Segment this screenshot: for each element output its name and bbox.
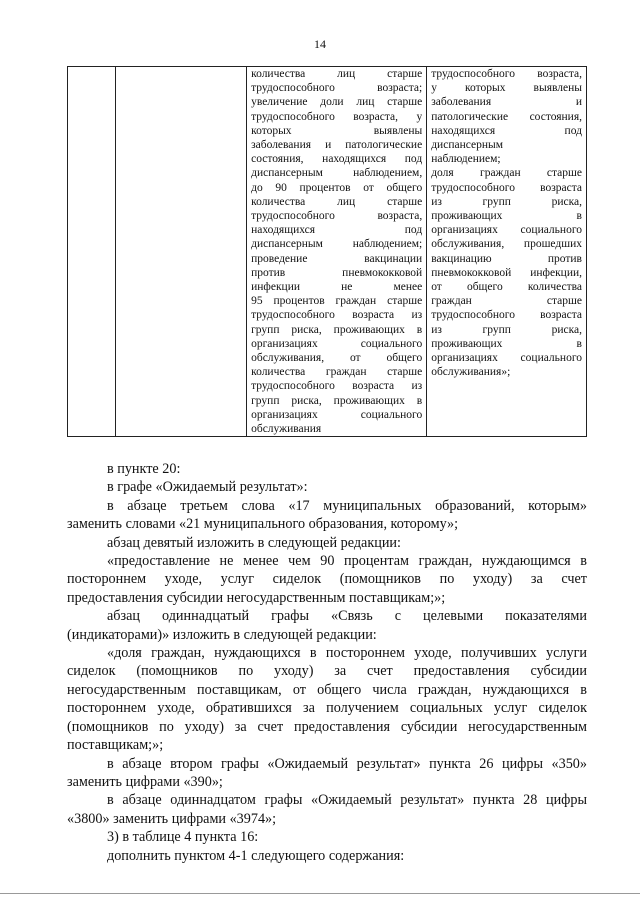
cell-text-line: наблюдением; (431, 153, 501, 166)
cell-text-line: организациях социального (251, 337, 423, 350)
cell-text-line: диспансерным наблюдением, (251, 167, 423, 180)
cell-text-line: вакцинацию против (431, 252, 582, 265)
paragraph: в пункте 20: (107, 461, 181, 477)
document-body (67, 460, 587, 865)
cell-text-line: трудоспособного возраста; (251, 82, 423, 95)
cell-text-line: обслуживания (251, 423, 322, 436)
paragraph: сиделок (помощников по уходу) за счет предоставления субсидии (67, 663, 587, 680)
paragraph: в абзаце одиннадцатом графы «Ожидаемый результат» пункта 28 цифры (107, 792, 587, 809)
cell-text-line: трудоспособного возраста из (251, 380, 423, 393)
cell-text-line: против пневмококковой (251, 266, 423, 279)
cell-text-line: трудоспособного возраста, (251, 210, 423, 223)
paragraph: в графе «Ожидаемый результат»: (107, 479, 308, 496)
paragraph: абзац одиннадцатый графы «Связь с целевыми показателями (107, 608, 587, 625)
cell-text-line: диспансерным наблюдением; (251, 238, 423, 251)
paragraph: предоставления субсидии негосударственным поставщикам;»; (67, 589, 446, 606)
table-cell-expected-result (247, 67, 427, 437)
paragraph: дополнить пунктом 4-1 следующего содержания: (107, 847, 405, 864)
cell-text-line: патологические состояния, (431, 110, 582, 123)
paragraph: заменить цифрами «390»; (67, 773, 223, 790)
cell-text-line: находящихся под (251, 224, 423, 237)
cell-text-line: трудоспособного возраста (431, 309, 582, 322)
cell-text-line: трудоспособного возраста (431, 181, 582, 194)
table-cell-indicators (427, 67, 587, 437)
table-cell-empty (115, 67, 246, 437)
cell-text-line: 95 процентов граждан старше (251, 295, 423, 308)
paragraph: абзац девятый изложить в следующей редакции: (107, 534, 401, 551)
paragraph: поставщикам;»; (67, 737, 164, 754)
cell-text-line: состояния, находящихся под (251, 153, 423, 166)
table-cell-empty (68, 67, 116, 437)
cell-text-line: организациях социального (431, 224, 582, 237)
paragraph: постороннем уходе, услуг сиделок (помощников по уходу) за счет (67, 571, 587, 588)
cell-text-line: граждан старше (431, 295, 582, 308)
paragraph: (помощников по уходу) за счет предоставления субсидии негосударственным (67, 718, 587, 735)
cell-text-line: обслуживания, от общего (251, 352, 423, 365)
cell-text-line: проживающих в (431, 337, 582, 350)
cell-text-line: до 90 процентов от общего (251, 181, 423, 194)
cell-text-line: из групп риска, (431, 323, 582, 336)
cell-text-line: пневмококковой инфекции, (431, 266, 582, 279)
paragraph: негосударственным поставщикам, от общего числа граждан, нуждающихся в (67, 681, 587, 698)
cell-text-line: инфекции не менее (251, 281, 423, 294)
paragraph: 3) в таблице 4 пункта 16: (107, 829, 259, 846)
paragraph: (индикаторами)» изложить в следующей редакции: (67, 626, 377, 643)
paragraph: заменить словами «21 муниципального образования, которому»; (67, 516, 459, 533)
cell-text-line: количества лиц старше (251, 68, 423, 80)
cell-text-line: групп риска, проживающих в (251, 323, 423, 336)
cell-text-line: групп риска, проживающих в (251, 394, 423, 407)
cell-text-line: увеличение доли лиц старше (251, 96, 423, 109)
cell-text-line: количества лиц старше (251, 195, 423, 208)
cell-text-line: трудоспособного возраста, (431, 68, 582, 80)
cell-text-line: проживающих в (431, 210, 582, 223)
paragraph: в абзаце втором графы «Ожидаемый результат» пункта 26 цифры «350» (107, 755, 587, 772)
paragraph: в абзаце третьем слова «17 муниципальных образований, которым» (107, 497, 587, 514)
cell-text-line: доля граждан старше (431, 167, 582, 180)
cell-text-line: диспансерным (431, 139, 503, 152)
cell-text-line: обслуживания»; (431, 366, 511, 379)
paragraph: «3800» заменить цифрами «3974»; (67, 810, 277, 827)
cell-text-line: у которых выявлены (431, 82, 582, 95)
cell-text-line: от общего количества (431, 281, 582, 294)
paragraph: постороннем уходе, обратившихся за получением социальных услуг сиделок (67, 700, 587, 717)
page-number: 14 (314, 37, 326, 51)
paragraph: «предоставление не менее чем 90 процентам граждан, нуждающимся в (107, 553, 587, 570)
cell-text-line: находящихся под (431, 124, 582, 137)
indicator-table (67, 66, 587, 437)
cell-text-line: количества граждан старше (251, 366, 423, 379)
table-row (68, 67, 587, 437)
cell-text-line: организациях социального (431, 352, 582, 365)
cell-text-line: заболевания и (431, 96, 582, 109)
paragraph: «доля граждан, нуждающихся в постороннем уходе, получивших услуги (107, 645, 587, 662)
cell-text-line: организациях социального (251, 408, 423, 421)
cell-text-line: обслуживания, прошедших (431, 238, 582, 251)
cell-text-line: из групп риска, (431, 195, 582, 208)
cell-text-line: которых выявлены (251, 124, 423, 137)
cell-text-line: заболевания и патологические (251, 139, 423, 152)
cell-text-line: проведение вакцинации (251, 252, 423, 265)
cell-text-line: трудоспособного возраста, у (251, 110, 423, 123)
page-edge-divider (0, 893, 640, 894)
cell-text-line: трудоспособного возраста из (251, 309, 423, 322)
